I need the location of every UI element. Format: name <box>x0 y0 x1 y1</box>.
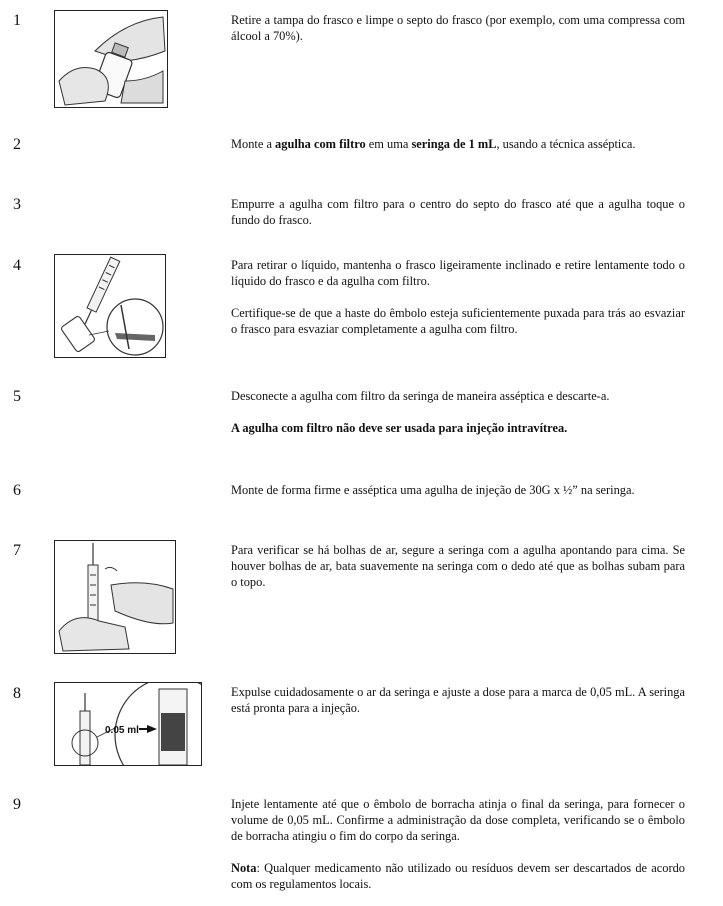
step-9-text <box>231 796 685 892</box>
note-label: Nota <box>231 861 257 875</box>
step-2-text-b: em uma <box>365 137 412 151</box>
step-1-text <box>231 12 685 44</box>
step-2-text <box>231 136 685 152</box>
step-4-text <box>231 257 685 337</box>
syringe-term: seringa de 1 mL <box>411 137 497 151</box>
step-number-4: 4 <box>13 257 21 274</box>
step-6-text <box>231 482 685 498</box>
step-6-paragraph: Monte de forma firme e asséptica uma agulha de injeção de 30G x ½” na seringa. <box>231 483 635 497</box>
syringe-vial-withdraw-icon <box>54 254 166 358</box>
step-number-9: 9 <box>13 796 21 813</box>
step-2-paragraph <box>231 136 685 152</box>
step-number-2: 2 <box>13 136 21 153</box>
syringe-dose-mark-icon <box>54 682 202 766</box>
step-4-paragraph-1: Para retirar o líquido, mantenha o frasco ligeiramente inclinado e retire lentamente todo o líquido do frasco e da agulha com filtro. <box>231 258 685 288</box>
step-number-5: 5 <box>13 388 21 405</box>
note-text: : Qualquer medicamento não utilizado ou resíduos devem ser descartados de acordo com os regulamentos locais. <box>231 861 685 891</box>
step-4-paragraph-2: Certifique-se de que a haste do êmbolo esteja suficientemente puxada para trás ao esvaziar o frasco para esvaziar completamente a agulha com filtro. <box>231 306 685 336</box>
step-number-6: 6 <box>13 482 21 499</box>
step-7-paragraph: Para verificar se há bolhas de ar, segure a seringa com a agulha apontando para cima. Se houver bolhas de ar, bata suavemente na seringa com o dedo até que as bolhas subam para o topo. <box>231 543 685 589</box>
step-2-text-a: Monte a <box>231 137 276 151</box>
step-5-warning <box>231 420 685 436</box>
step-9-note <box>231 860 685 892</box>
step-3-paragraph: Empurre a agulha com filtro para o centro do septo do frasco até que a agulha toque o fundo do frasco. <box>231 197 685 227</box>
step-2-text-c: , usando a técnica asséptica. <box>496 137 636 151</box>
step-number-1: 1 <box>13 12 21 29</box>
step-number-3: 3 <box>13 196 21 213</box>
step-5-text <box>231 388 685 436</box>
step-8-text <box>231 684 685 716</box>
step-5-paragraph: Desconecte a agulha com filtro da seringa de maneira asséptica e descarte-a. <box>231 389 610 403</box>
step-8-paragraph: Expulse cuidadosamente o ar da seringa e ajuste a dose para a marca de 0,05 mL. A seringa está pronta para a injeção. <box>231 685 685 715</box>
dose-mark-label: 0.05 ml <box>105 725 139 736</box>
step-number-7: 7 <box>13 542 21 559</box>
step-7-text <box>231 542 685 590</box>
step-number-8: 8 <box>13 685 21 702</box>
vial-cleaning-icon <box>54 10 168 108</box>
step-1-paragraph: Retire a tampa do frasco e limpe o septo do frasco (por exemplo, com uma compressa com álcool a 70%). <box>231 13 685 43</box>
filter-needle-warning: A agulha com filtro não deve ser usada para injeção intravítrea. <box>231 421 568 435</box>
step-9-paragraph: Injete lentamente até que o êmbolo de borracha atinja o final da seringa, para fornecer o volume de 0,05 mL. Confirme a administração da dose completa, verificando se o êmbolo de borracha atingiu o fim do corpo da seringa. <box>231 797 685 843</box>
filter-needle-term: agulha com filtro <box>275 137 366 151</box>
syringe-tap-bubbles-icon <box>54 540 176 654</box>
step-3-text <box>231 196 685 228</box>
